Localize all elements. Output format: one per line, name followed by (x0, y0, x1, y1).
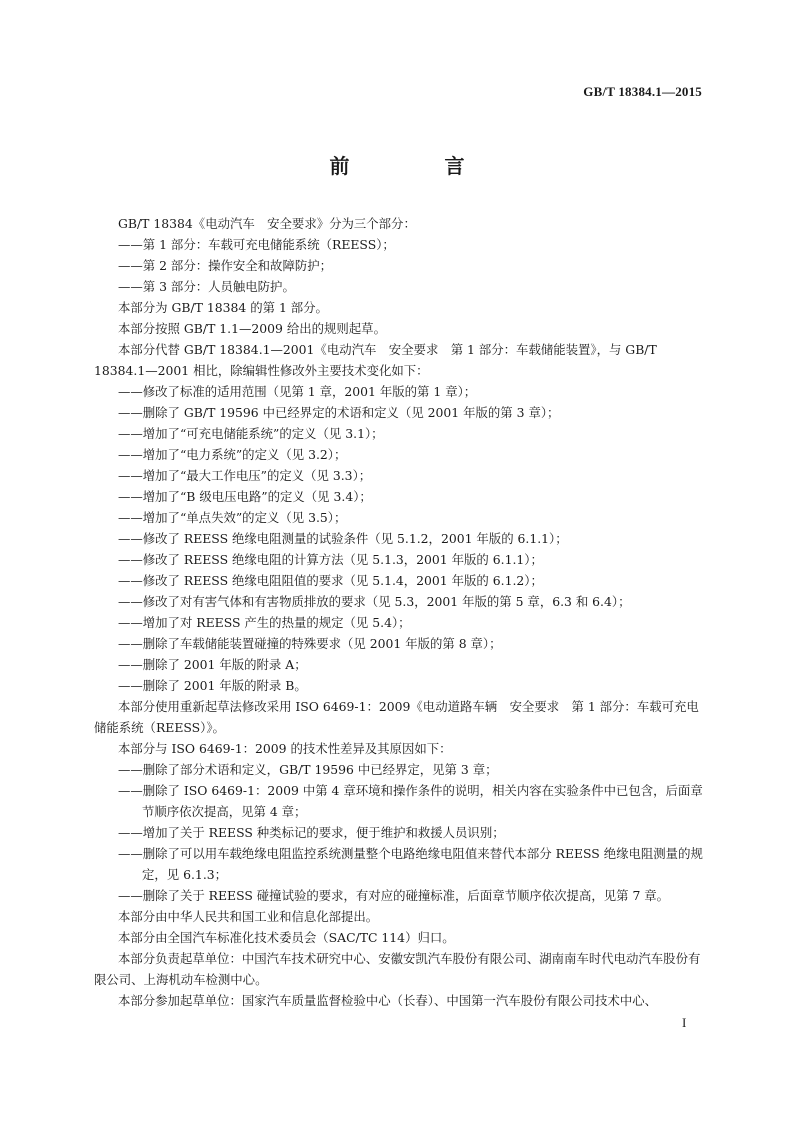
paragraph: 本部分与 ISO 6469-1：2009 的技术性差异及其原因如下： (118, 741, 452, 756)
list-item: ——修改了 REESS 绝缘电阻的计算方法（见 5.1.3，2001 年版的 6.1.1）； (118, 552, 543, 567)
list-item: ——删除了可以用车载绝缘电阻监控系统测量整个电路绝缘电阻值来替代本部分 REESS 绝缘电阻测量的规定，见 6.1.3； (118, 846, 703, 882)
paragraph: GB/T 18384《电动汽车 安全要求》分为三个部分： (118, 216, 416, 231)
paragraph: 本部分由全国汽车标准化技术委员会（SAC/TC 114）归口。 (118, 930, 455, 945)
list-item: ——修改了 REESS 绝缘电阻阻值的要求（见 5.1.4，2001 年版的 6.1.2）； (118, 573, 543, 588)
paragraph: 本部分按照 GB/T 1.1—2009 给出的规则起草。 (118, 321, 386, 336)
list-item: ——增加了“B 级电压电路”的定义（见 3.4）； (118, 489, 372, 504)
list-item: ——增加了关于 REESS 种类标记的要求，便于维护和救援人员识别； (118, 825, 505, 840)
page-number: I (682, 1015, 687, 1030)
list-item: ——修改了标准的适用范围（见第 1 章，2001 年版的第 1 章）； (118, 384, 477, 399)
list-item: ——修改了对有害气体和有害物质排放的要求（见 5.3，2001 年版的第 5 章，6.3 和 6.4）； (118, 594, 631, 609)
document-body (94, 213, 706, 1011)
list-item: ——第 2 部分：操作安全和故障防护； (118, 258, 333, 273)
page-title: 前 言 (329, 154, 509, 178)
list-item: ——增加了“可充电储能系统”的定义（见 3.1）； (118, 426, 384, 441)
list-item: ——增加了对 REESS 产生的热量的规定（见 5.4）； (118, 615, 411, 630)
list-item: ——删除了部分术语和定义，GB/T 19596 中已经界定，见第 3 章； (118, 762, 498, 777)
paragraph: 本部分为 GB/T 18384 的第 1 部分。 (118, 300, 328, 315)
paragraph: 本部分使用重新起草法修改采用 ISO 6469-1：2009《电动道路车辆 安全要求 第 1 部分：车载可充电储能系统（REESS）》。 (94, 699, 699, 735)
list-item: ——删除了关于 REESS 碰撞试验的要求，有对应的碰撞标准，后面章节顺序依次提高，见第 7 章。 (118, 888, 670, 903)
list-item: ——增加了“单点失效”的定义（见 3.5）； (118, 510, 347, 525)
list-item: ——修改了 REESS 绝缘电阻测量的试验条件（见 5.1.2，2001 年版的 6.1.1）； (118, 531, 568, 546)
list-item: ——删除了 GB/T 19596 中已经界定的术语和定义（见 2001 年版的第 3 章）； (118, 405, 560, 420)
list-item: ——删除了 ISO 6469-1：2009 中第 4 章环境和操作条件的说明，相关内容在实验条件中已包含，后面章节顺序依次提高，见第 4 章； (118, 783, 703, 819)
list-item: ——第 3 部分：人员触电防护。 (118, 279, 295, 294)
paragraph: 本部分由中华人民共和国工业和信息化部提出。 (118, 909, 379, 924)
paragraph: 本部分负责起草单位：中国汽车技术研究中心、安徽安凯汽车股份有限公司、湖南南车时代电动汽车股份有限公司、上海机动车检测中心。 (94, 951, 701, 987)
paragraph: 本部分参加起草单位：国家汽车质量监督检验中心（长春）、中国第一汽车股份有限公司技术中心、 (118, 993, 657, 1008)
list-item: ——增加了“最大工作电压”的定义（见 3.3）； (118, 468, 372, 483)
list-item: ——删除了 2001 年版的附录 A； (118, 657, 307, 672)
standard-number: GB/T 18384.1—2015 (583, 84, 702, 99)
list-item: ——第 1 部分：车载可充电储能系统（REESS）； (118, 237, 395, 252)
list-item: ——删除了 2001 年版的附录 B。 (118, 678, 307, 693)
list-item: ——增加了“电力系统”的定义（见 3.2）； (118, 447, 347, 462)
paragraph: 本部分代替 GB/T 18384.1—2001《电动汽车 安全要求 第 1 部分：车载储能装置》，与 GB/T 18384.1—2001 相比，除编辑性修改外主要技术变化如下： (94, 342, 657, 378)
list-item: ——删除了车载储能装置碰撞的特殊要求（见 2001 年版的第 8 章）； (118, 636, 502, 651)
